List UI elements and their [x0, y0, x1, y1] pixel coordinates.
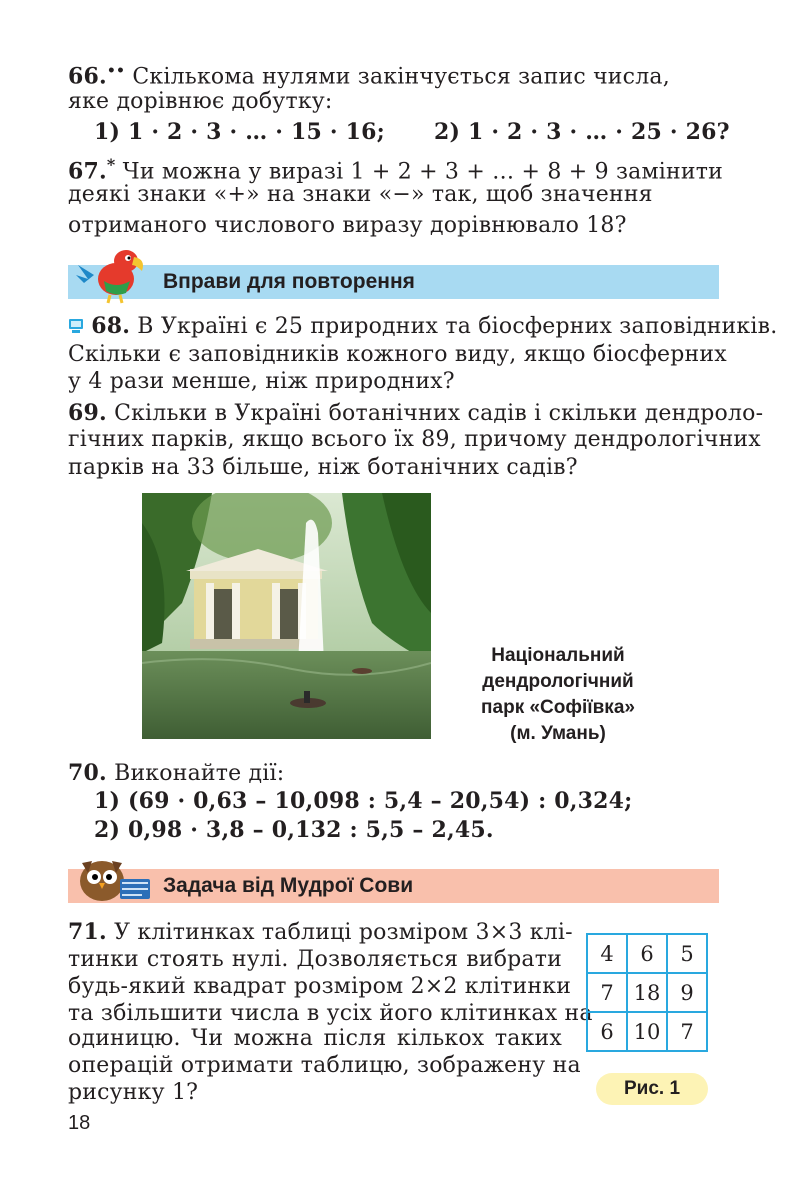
grid-cell: 10 — [627, 1012, 667, 1051]
problem-text: В Україні є 25 природних та біосферних заповідників. — [137, 314, 778, 339]
problem-66-line-2: яке дорівнює добутку: — [68, 89, 333, 114]
problem-67-line-2: деякі знаки «+» на знаки «−» так, щоб значення — [68, 182, 653, 207]
grid-row — [587, 1012, 707, 1051]
difficulty-mark: * — [106, 155, 116, 174]
photo-caption — [448, 643, 668, 747]
problem-69-line-3: парків на 33 більше, ніж ботанічних садів? — [68, 455, 578, 480]
problem-71-line-3: будь-який квадрат розміром 2×2 клітинки — [68, 974, 572, 999]
owl-icon — [72, 853, 162, 903]
problem-text: У клітинках таблиці розміром 3×3 клі- — [114, 920, 573, 945]
grid-cell: 9 — [667, 973, 707, 1012]
problem-71-line-5: одиницю. Чи можна після кількох таких — [68, 1026, 562, 1051]
grid-cell: 7 — [667, 1012, 707, 1051]
figure-1-grid — [586, 933, 708, 1052]
problem-71-line-6: операцій отримати таблицю, зображену на — [68, 1053, 581, 1078]
problem-67-line-3: отриманого числового виразу дорівнювало 18? — [68, 213, 627, 238]
problem-text: Скільки в Україні ботанічних садів і скільки дендроло- — [114, 401, 764, 426]
problem-number: 70. — [68, 760, 107, 786]
grid-cell: 18 — [627, 973, 667, 1012]
problem-66-item-1: 1) 1 · 2 · 3 · … · 15 · 16; — [94, 119, 385, 145]
section-title: Задача від Мудрої Сови — [163, 874, 414, 897]
problem-70-item-1: 1) (69 · 0,63 – 10,098 : 5,4 – 20,54) : 0,324; — [94, 788, 633, 814]
problem-number: 69. — [68, 400, 107, 426]
figure-1-label: Рис. 1 — [596, 1073, 708, 1105]
problem-number: 66. — [68, 63, 107, 90]
grid-cell: 6 — [627, 934, 667, 973]
grid-row — [587, 973, 707, 1012]
caption-line: (м. Умань) — [510, 723, 606, 744]
problem-text: Скількома нулями закінчується запис числа, — [132, 64, 670, 90]
problem-number: 71. — [68, 919, 107, 945]
problem-68-line-3: у 4 рази менше, ніж природних? — [68, 369, 455, 394]
grid-row — [587, 934, 707, 973]
problem-71-line-1 — [68, 917, 573, 948]
problem-number: 68. — [91, 313, 131, 339]
problem-68-line-2: Скільки є заповідників кожного виду, якщо біосферних — [68, 342, 727, 367]
problem-69-line-2: гічних парків, якщо всього їх 89, причому дендрологічних — [68, 427, 761, 452]
problem-number: 67. — [68, 158, 107, 185]
problem-70-line-1 — [68, 758, 284, 789]
page-number: 18 — [68, 1112, 91, 1134]
caption-line: дендрологічний — [482, 671, 634, 692]
grid-cell: 6 — [587, 1012, 627, 1051]
grid-cell: 7 — [587, 973, 627, 1012]
computer-icon — [68, 318, 84, 334]
caption-line: Національний — [491, 645, 625, 666]
grid-cell: 5 — [667, 934, 707, 973]
section-banner-repetition — [68, 265, 719, 299]
problem-68-line-1 — [68, 311, 777, 342]
problem-66-item-2: 2) 1 · 2 · 3 · … · 25 · 26? — [434, 119, 730, 145]
section-title: Вправи для повторення — [163, 270, 415, 293]
parrot-icon — [74, 245, 160, 305]
problem-70-item-2: 2) 0,98 · 3,8 – 0,132 : 5,5 – 2,45. — [94, 817, 494, 843]
caption-line: парк «Софіївка» — [481, 697, 635, 718]
grid-cell: 4 — [587, 934, 627, 973]
section-banner-owl — [68, 869, 719, 903]
problem-text: Чи можна у виразі 1 + 2 + 3 + … + 8 + 9 замінити — [122, 159, 724, 185]
problem-71-line-4: та збільшити числа в усіх його клітинках на — [68, 1001, 593, 1026]
difficulty-mark: •• — [106, 63, 126, 79]
problem-71-line-7: рисунку 1? — [68, 1080, 199, 1105]
park-fountain-photo — [142, 493, 431, 739]
problem-71-line-2: тинки стоять нулі. Дозволяється вибрати — [68, 947, 562, 972]
problem-text: Виконайте дії: — [114, 761, 285, 786]
